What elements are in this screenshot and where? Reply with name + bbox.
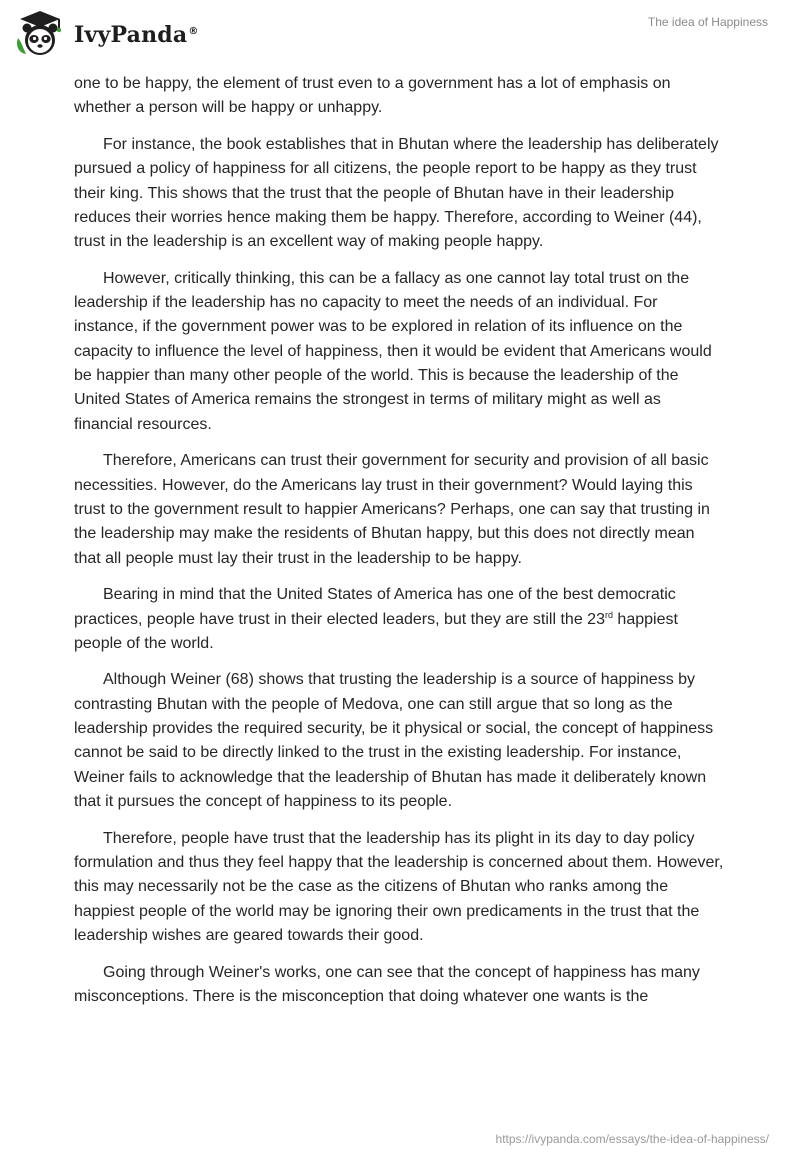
page-header [0,0,800,70]
paragraph-5 [74,583,724,656]
source-url[interactable]: https://ivypanda.com/essays/the-idea-of-happiness/ [495,1132,769,1146]
paragraph-1: one to be happy, the element of trust even to a government has a lot of emphasis on whether a person will be happy or unhappy. [74,75,671,117]
paragraph-5-text-end: happiest people of the world. [74,610,678,652]
panda-graduation-cap-icon [14,8,66,60]
ordinal-superscript: rd [604,609,613,620]
ivypanda-logo[interactable] [14,8,199,60]
essay-body [74,72,724,1022]
paragraph-6: Although Weiner (68) shows that trusting the leadership is a source of happiness by contrasting Bhutan with the people of Medova, one can still argue that so long as the leadership provides the required security, be it physical or social, the concept of happiness cannot be said to be directly linked to the trust in the existing leadership. For instance, Weiner fails to acknowledge that the leadership of Bhutan has made it deliberately known that it pursues the concept of happiness to its people. [74,671,714,810]
paragraph-7: Therefore, people have trust that the leadership has its plight in its day to day policy formulation and thus they feel happy that the leadership is concerned about them. However, this may necessarily not be the case as the citizens of Bhutan who ranks among the happiest people of the world may be ignoring their own predicaments in the trust that the leadership wishes are geared towards their good. [74,829,724,944]
paragraph-2: For instance, the book establishes that in Bhutan where the leadership has deliberately pursued a policy of happiness for all citizens, the people report to be happy as they trust their king. This shows that the trust that the people of Bhutan have in their leadership reduces their worries hence making them be happy. Therefore, according to Weiner (44), trust in the leadership is an excellent way of making people happy. [74,135,719,251]
paragraph-5-text-start: Bearing in mind that the United States of America has one of the best democratic practices, people have trust in their elected leaders, but they are still the 23 [74,586,676,628]
paragraph-3: However, critically thinking, this can be a fallacy as one cannot lay total trust on the leadership if the leadership has no capacity to meet the needs of an individual. For instance, if the government power was to be explored in relation of its influence on the capacity to influence the level of happiness, then it would be evident that Americans would be happier than many other people of the world. This is because the leadership of the United States of America remains the strongest in terms of military might as well as financial resources. [74,269,712,433]
registered-mark: ® [188,25,199,37]
paragraph-4: Therefore, Americans can trust their government for security and provision of all basic necessities. However, do the Americans lay trust in their government? Would laying this trust to the government result to happier Americans? Perhaps, one can say that trusting in the leadership may make the residents of Bhutan happy, but this does not directly mean that all people must lay their trust in the leadership to be happy. [74,452,710,567]
paragraph-8: Going through Weiner's works, one can see that the concept of happiness has many misconceptions. There is the misconception that doing whatever one wants is the [74,963,700,1005]
document-title: The idea of Happiness [647,15,768,29]
brand-name: IvyPanda® [74,22,199,48]
